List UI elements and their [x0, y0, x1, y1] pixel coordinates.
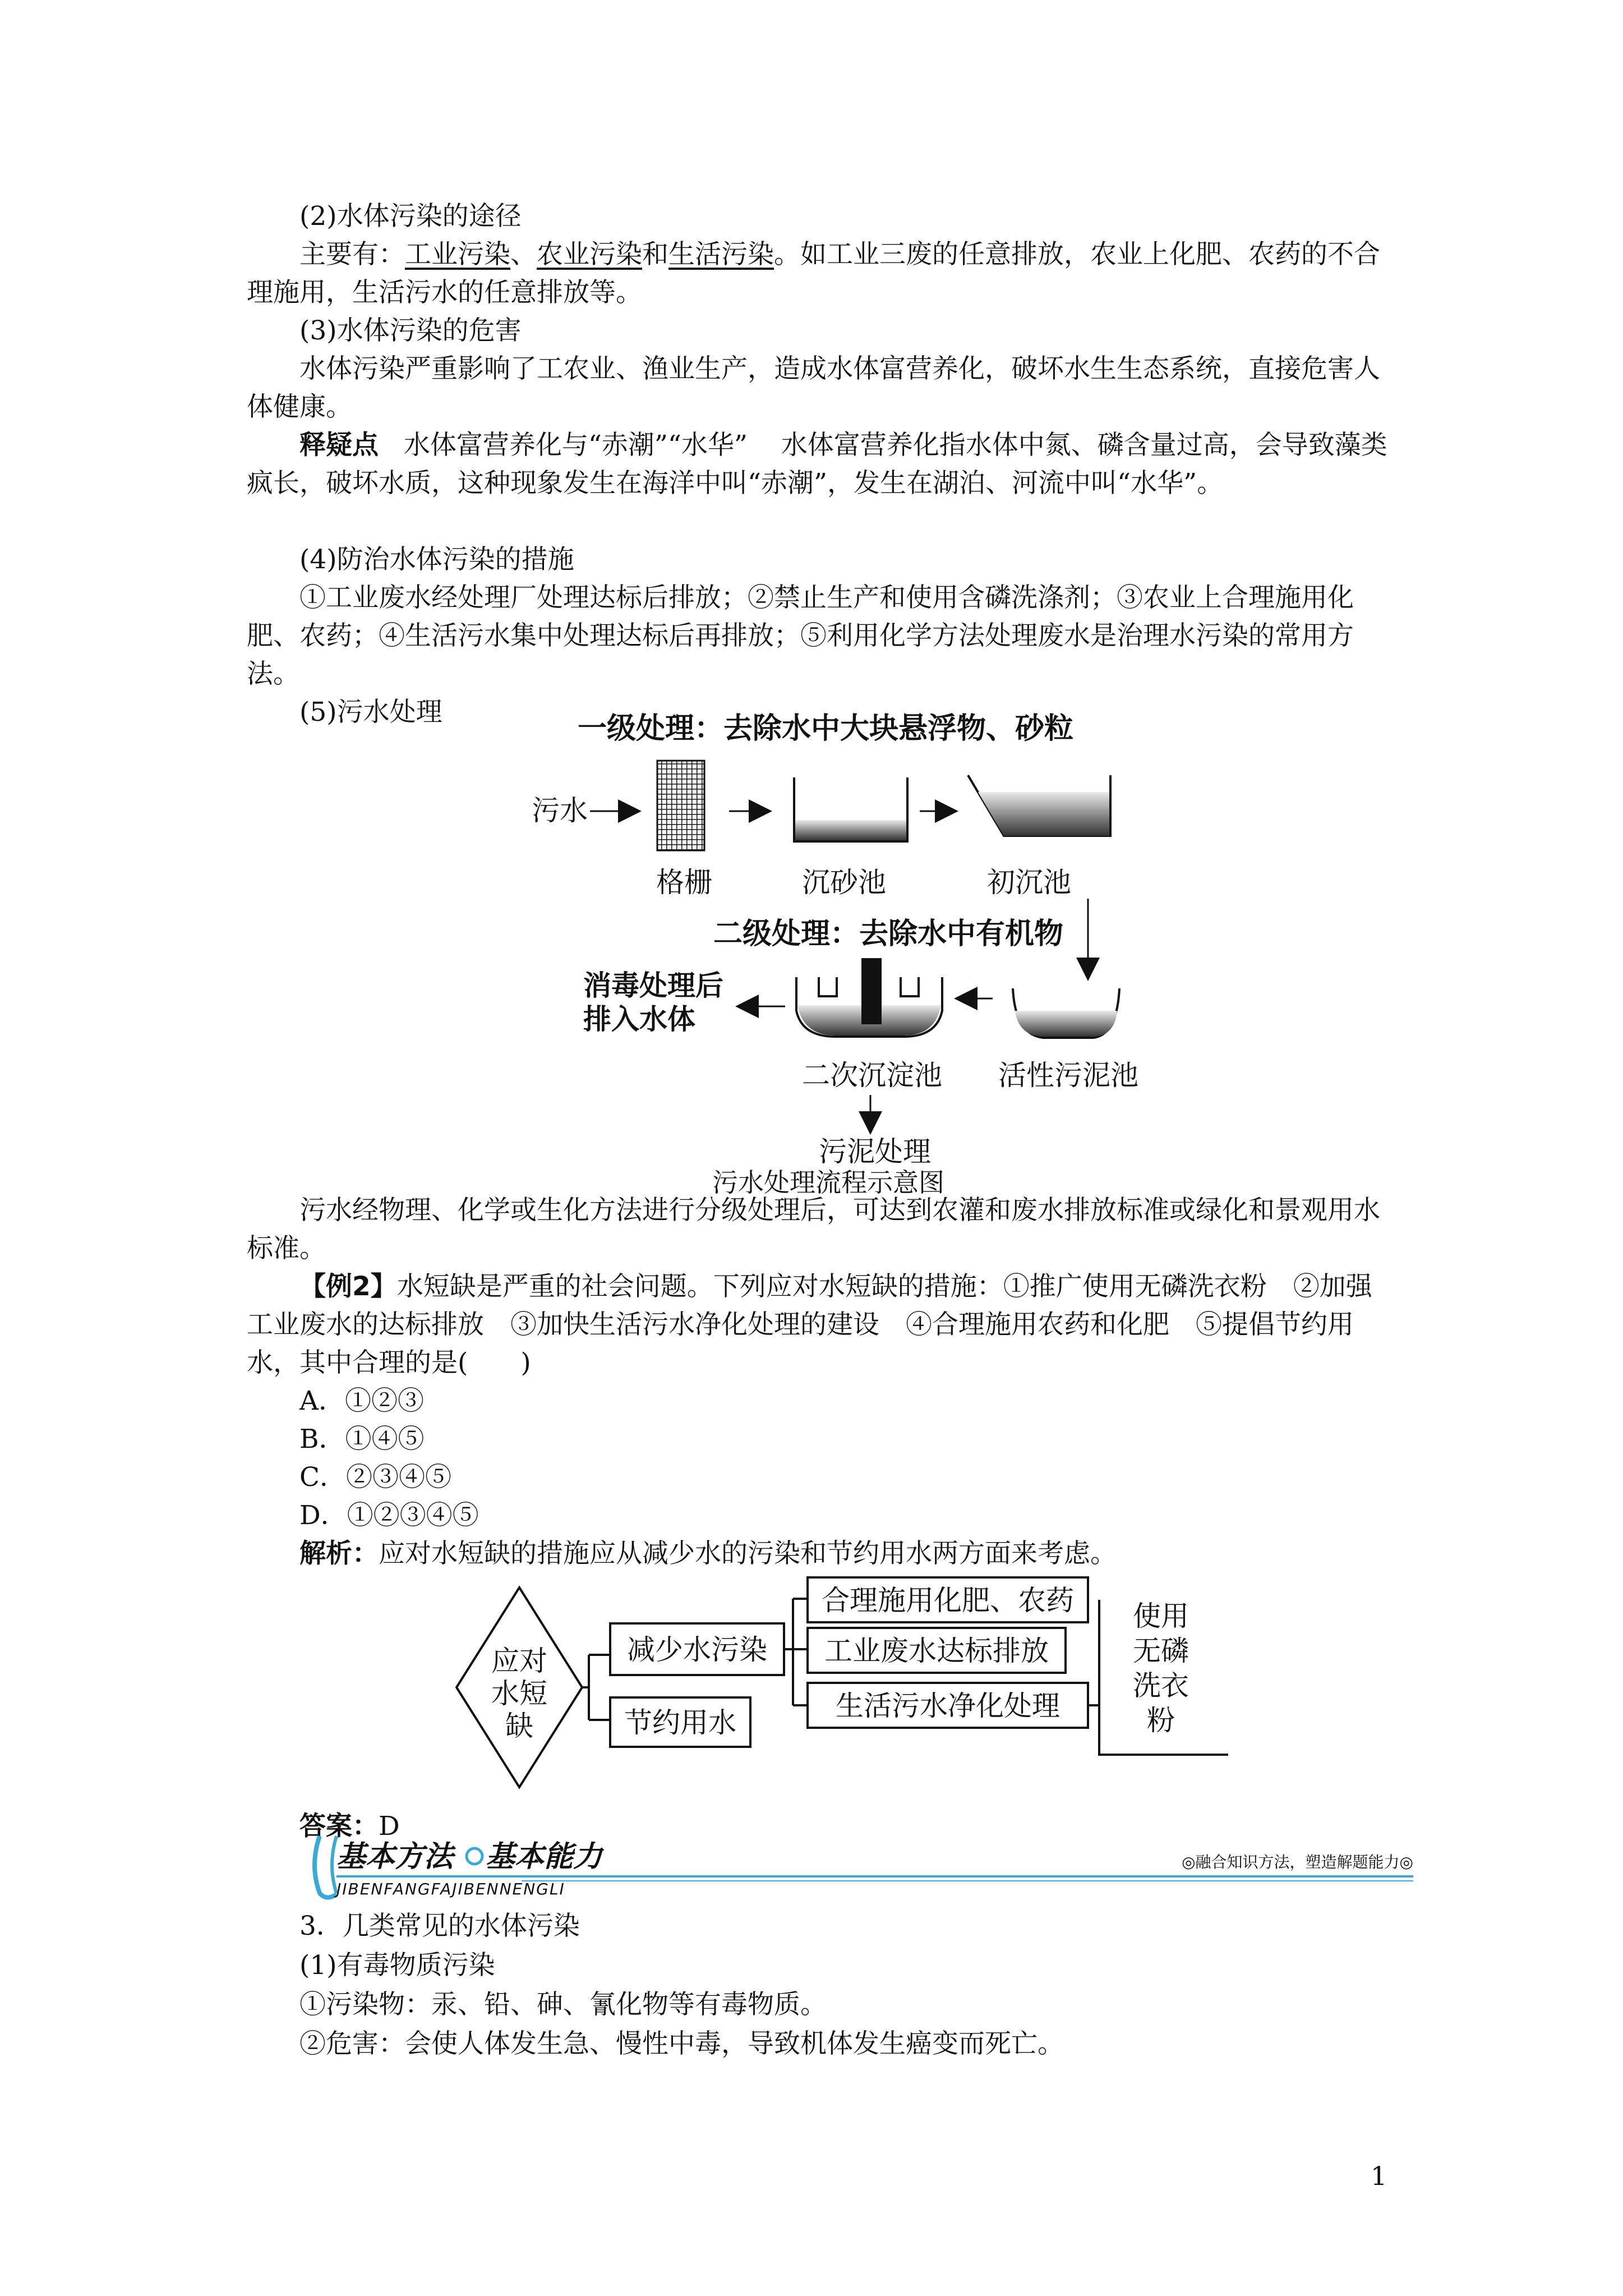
branch-1-label: 减少水污染: [627, 1634, 767, 1666]
side-line-2: 无磷: [1133, 1635, 1189, 1667]
after-flow-text: 污水经物理、化学或生化方法进行分级处理后，可达到农灌和废水排放标准或绿化和景观用水标准。: [247, 1195, 1380, 1264]
measures-tree-diagram: [449, 1571, 1256, 1806]
sewage-flow-diagram: [505, 708, 1155, 1202]
underlined-term: 生活污染: [668, 239, 774, 270]
branch-bracket: [784, 1599, 808, 1705]
toxic-harm: ②危害：会使人体发生急、慢性中毒，导致机体发生癌变而死亡。: [299, 2028, 1064, 2059]
side-line-3: 洗衣: [1133, 1669, 1189, 1702]
option-d: D．①②③④⑤: [299, 1500, 479, 1531]
side-line-4: 粉: [1147, 1704, 1175, 1737]
analysis-label: 解析：: [299, 1538, 379, 1569]
doubt-title: 水体富营养化与“赤潮”“水华”: [403, 430, 748, 461]
center-column: [861, 958, 882, 1024]
leaf-2-label: 工业废水达标排放: [824, 1635, 1049, 1667]
underlined-term: 农业污染: [537, 239, 642, 270]
primary-water: [978, 792, 1109, 836]
analysis-text: 应对水短缺的措施应从减少水的污染和节约用水两方面来考虑。: [379, 1538, 1117, 1569]
prevention-text: ①工业废水经处理厂处理达标后排放；②禁止生产和使用含磷洗涤剂；③农业上合理施用化肥、农药；④生活污水集中处理达标后再排放；⑤利用化学方法处理废水是治理水污染的常用方法。: [247, 582, 1354, 689]
section-heading-pollution-routes: (2)水体污染的途径: [299, 201, 522, 232]
grit-label: 沉砂池: [802, 866, 886, 899]
option-c: C．②③④⑤: [299, 1462, 451, 1493]
doubt-clarification: [247, 426, 1391, 503]
example-question: [247, 1268, 1391, 1382]
leaf-1-label: 合理施用化肥、农药: [822, 1584, 1074, 1617]
leaf-3-label: 生活污水净化处理: [836, 1690, 1060, 1722]
section-heading-types: 3．几类常见的水体污染: [299, 1911, 580, 1941]
primary-label: 初沉池: [987, 866, 1071, 899]
option-b: B．①④⑤: [299, 1424, 425, 1455]
secondary-label: 二次沉淀池: [802, 1059, 942, 1092]
section-heading-prevention: (4)防治水体污染的措施: [299, 544, 574, 575]
grille-icon: [657, 761, 704, 850]
root-line-3: 缺: [505, 1710, 533, 1742]
grille-label: 格栅: [656, 866, 712, 899]
banner-pinyin: JIBENFANGFAJIBENNENGLI: [336, 1880, 565, 1898]
sludge-label: 污泥处理: [819, 1135, 931, 1168]
output-label-1: 消毒处理后: [583, 969, 723, 1002]
underlined-term: 工业污染: [405, 239, 510, 270]
banner-title-main: 基本方法: [336, 1840, 454, 1874]
input-label: 污水: [532, 794, 588, 827]
branch-2-label: 节约用水: [624, 1706, 736, 1739]
analysis: [247, 1535, 1391, 1573]
diagram-caption: 污水处理流程示意图: [712, 1167, 944, 1198]
stage2-label: 二级处理：去除水中有机物: [713, 917, 1064, 951]
pollution-harm-text: 水体污染严重影响了工农业、渔业生产，造成水体富营养化，破坏水生生态系统，直接危害人体健康。: [247, 353, 1380, 422]
pollution-routes-text: 主要有：工业污染、农业污染和生活污染。如工业三废的任意排放，农业上化肥、农药的不合理施用，生活污水的任意排放等。: [247, 239, 1380, 308]
banner-slogan: ◎融合知识方法，塑造解题能力◎: [1182, 1853, 1413, 1871]
side-line-1: 使用: [1133, 1600, 1189, 1632]
doubt-body: 水体富营养化指水体中氮、磷含量过高，会导致藻类疯长，破坏水质，这种现象发生在海洋中叫“赤潮”，发生在湖泊、河流中叫“水华”。: [247, 430, 1387, 499]
baffle-left: [819, 977, 837, 996]
baffle-right: [901, 977, 919, 996]
section-banner: [297, 1832, 1413, 1904]
doubt-label: 释疑点: [299, 430, 379, 461]
example-question-text: 水短缺是严重的社会问题。下列应对水短缺的措施：①推广使用无磷洗衣粉 ②加强工业废水的达标排放 ③加快生活污水净化处理的建设 ④合理施用农药和化肥 ⑤提倡节约用水，其中合理的是( ): [247, 1271, 1372, 1378]
root-line-2: 水短: [491, 1677, 547, 1710]
section-heading-sewage: (5)污水处理: [299, 697, 442, 728]
banner-title-sub: 基本能力: [486, 1840, 603, 1874]
output-label-2: 排入水体: [583, 1003, 695, 1036]
subsection-toxic: (1)有毒物质污染: [299, 1950, 495, 1981]
root-bracket: [582, 1655, 609, 1720]
activated-label: 活性污泥池: [998, 1059, 1138, 1092]
toxic-pollutants: ①污染物：汞、铅、砷、氰化物等有毒物质。: [299, 1989, 827, 2020]
banner-logo-stroke: [332, 1836, 336, 1893]
answer-value: D: [379, 1811, 400, 1842]
answer-label: 答案：: [299, 1811, 379, 1842]
stage1-label: 一级处理：去除水中大块悬浮物、砂粒: [578, 712, 1074, 746]
grit-water: [795, 820, 906, 840]
option-a: A．①②③: [299, 1386, 424, 1416]
root-line-1: 应对: [491, 1645, 547, 1677]
section-heading-pollution-harm: (3)水体污染的危害: [299, 315, 522, 346]
banner-dot-icon: [467, 1848, 482, 1864]
page-number: 1: [1371, 2161, 1387, 2191]
activated-water: [1015, 1011, 1117, 1037]
example-tag: 【例2】: [299, 1271, 397, 1302]
